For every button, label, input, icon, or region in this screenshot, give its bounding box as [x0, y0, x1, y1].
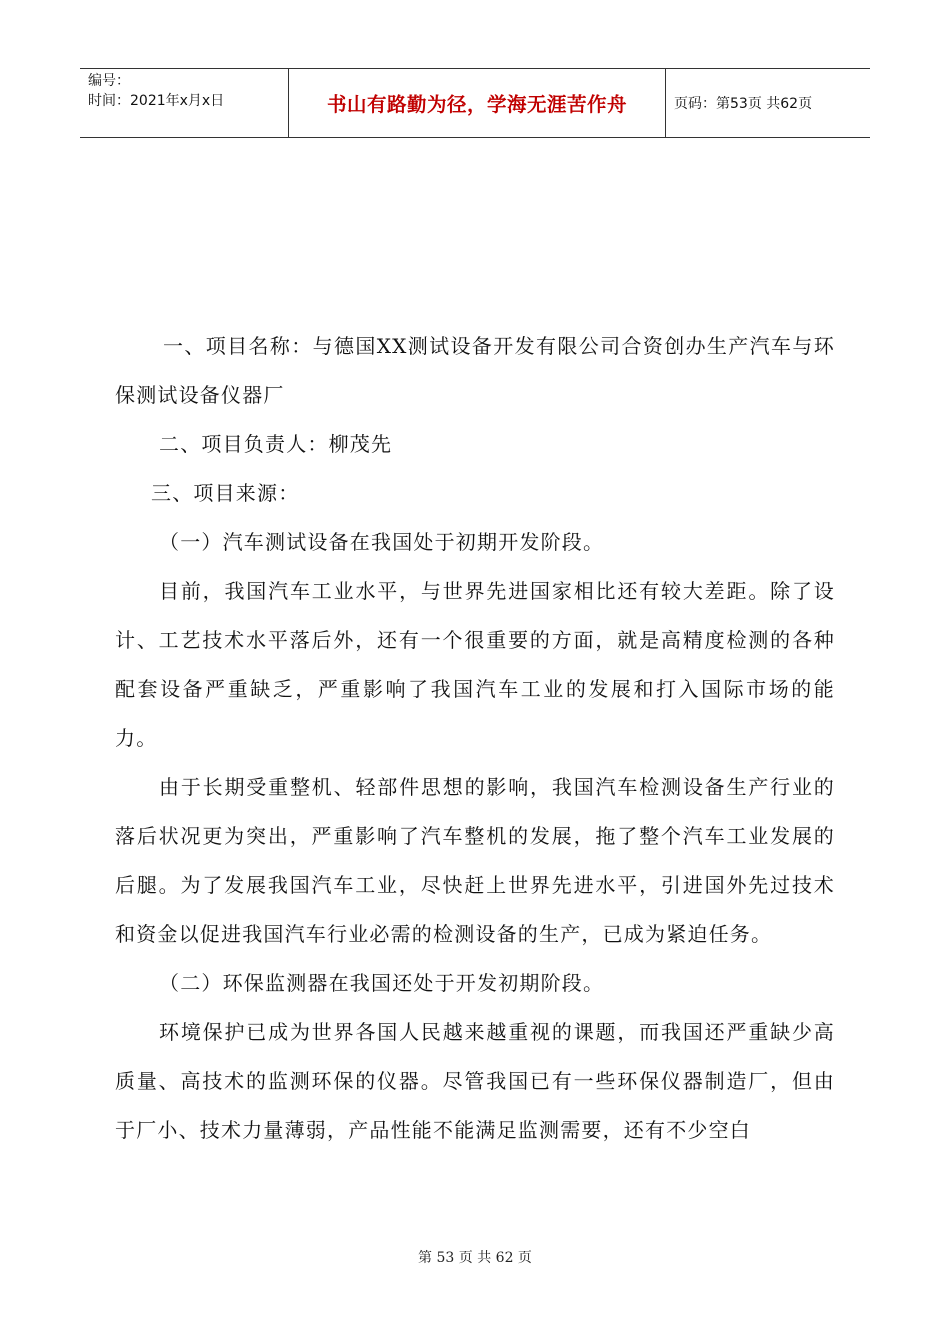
header-table — [80, 68, 870, 138]
header-page-info: 页码：第53页 共62页 — [674, 96, 813, 112]
document-body — [115, 322, 835, 1155]
paragraph-body: 环境保护已成为世界各国人民越来越重视的课题，而我国还严重缺少高质量、高技术的监测环保的仪器。尽管我国已有一些环保仪器制造厂，但由于厂小、技术力量薄弱，产品性能不能满足监测需要，还有不少空白 — [115, 1020, 835, 1142]
paragraph-body: 由于长期受重整机、轻部件思想的影响，我国汽车检测设备生产行业的落后状况更为突出，严重影响了汽车整机的发展，拖了整个汽车工业发展的后腿。为了发展我国汽车工业，尽快赶上世界先进水平，引进国外先过技术和资金以促进我国汽车行业必需的检测设备的生产，已成为紧迫任务。 — [115, 775, 835, 946]
document-number-label: 编号： — [88, 73, 130, 89]
document-date: 时间：2021年x月x日 — [88, 93, 225, 109]
paragraph-section-two-heading: （二）环保监测器在我国还处于开发初期阶段。 — [159, 971, 605, 995]
page-footer: 第 53 页 共 62 页 — [418, 1250, 532, 1266]
paragraph-body: 目前，我国汽车工业水平，与世界先进国家相比还有较大差距。除了设计、工艺技术水平落后外，还有一个很重要的方面，就是高精度检测的各种配套设备严重缺乏，严重影响了我国汽车工业的发展和打入国际市场的能力。 — [115, 579, 835, 750]
paragraph-section-one-heading: （一）汽车测试设备在我国处于初期开发阶段。 — [159, 530, 605, 554]
paragraph-project-lead: 二、项目负责人：柳茂先 — [159, 432, 393, 456]
header-motto: 书山有路勤为径，学海无涯苦作舟 — [289, 69, 666, 137]
header-meta — [80, 69, 289, 137]
paragraph-project-name: 一、项目名称：与德国XX测试设备开发有限公司合资创办生产汽车与环保测试设备仪器厂 — [115, 334, 835, 407]
paragraph-project-source: 三、项目来源： — [151, 481, 300, 505]
